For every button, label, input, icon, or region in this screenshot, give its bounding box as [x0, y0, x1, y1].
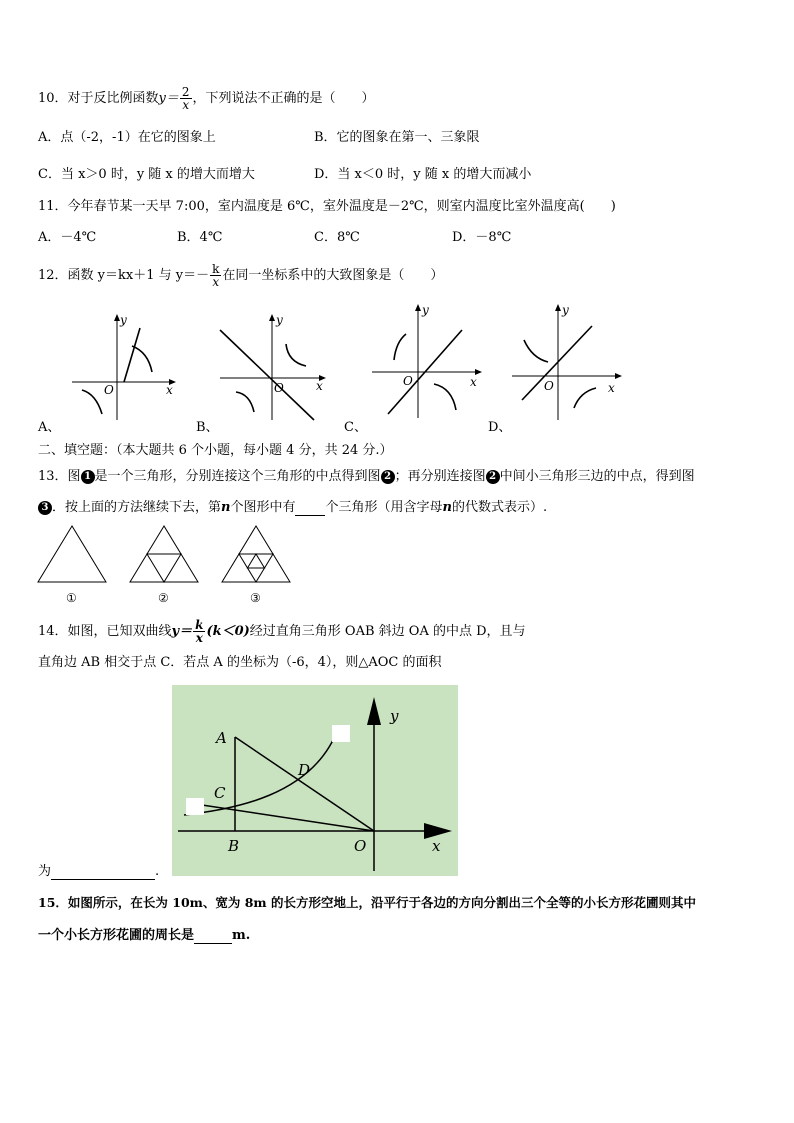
- q15-line-1: 15．如图所示，在长为 10m、宽为 8m 的长方形空地上，沿平行于各边的方向分割出三个全等的小长方形花圃则其中: [38, 895, 696, 910]
- q14-line-1: [38, 619, 526, 644]
- q14-line-2: 直角边 AB 相交于点 C．若点 A 的坐标为（-6，4），则△AOC 的面积: [38, 655, 442, 670]
- q10-option-d: D．当 x＜0 时，y 随 x 的增大而减小: [314, 167, 532, 182]
- q14-label-a: A: [216, 729, 227, 747]
- q14-frac-den: x: [195, 631, 203, 645]
- q13-circle-3: 3: [38, 501, 52, 515]
- q10-tail: ，下列说法不正确的是（ ）: [192, 91, 375, 106]
- q12-graph-b: [212, 308, 332, 426]
- q14-cond: (k＜0): [206, 624, 250, 639]
- q11-option-d: D．－8℃: [452, 230, 512, 245]
- q13-circle-1: 1: [81, 470, 95, 484]
- q14-answer-blank[interactable]: [51, 865, 155, 880]
- q12-c-x-label: x: [470, 375, 477, 389]
- q10-option-c: C．当 x＞0 时，y 随 x 的增大而增大: [38, 167, 255, 182]
- q12-label-c: C、: [344, 420, 367, 435]
- q14-white-box-2: [186, 798, 204, 815]
- q15-l2a: 一个小长方形花圃的周长是: [38, 928, 195, 943]
- q12-stem: [38, 263, 443, 288]
- q13-circle-2: 2: [381, 470, 395, 484]
- q14-line-3: [38, 864, 159, 880]
- q13-line-1: [38, 469, 695, 485]
- q10-y-eq: y＝: [158, 91, 179, 106]
- q12-tail: 在同一坐标系中的大致图象是（ ）: [222, 268, 444, 283]
- q11-option-a: A．－4℃: [38, 230, 97, 245]
- q10-option-b: B．它的图象在第一、三象限: [314, 130, 480, 145]
- q11-option-b: B．4℃: [177, 230, 223, 245]
- q10-option-a: A．点（-2，-1）在它的图象上: [38, 130, 216, 145]
- q15-line-2: [38, 928, 250, 944]
- q10-frac-den: x: [182, 98, 190, 112]
- q12-c-origin: O: [403, 374, 413, 388]
- q10-frac-num: 2: [181, 85, 190, 99]
- q12-graph-a: [62, 308, 182, 426]
- q13-l2a: ．按上面的方法继续下去，第: [52, 500, 222, 515]
- q14-label-o: O: [354, 837, 367, 855]
- q13-l1d: 中间小三角形三边的中点，得到图: [499, 469, 695, 484]
- q12-b-y-label: y: [276, 313, 283, 327]
- q15-answer-blank[interactable]: [194, 929, 232, 944]
- q12-b-x-label: x: [316, 379, 323, 393]
- q12-d-x-label: x: [608, 381, 615, 395]
- q13-l2d: 的代数式表示）.: [451, 500, 548, 515]
- q14-label-b: B: [228, 837, 240, 855]
- q14-l3-end: .: [155, 864, 160, 879]
- q14-frac-num: k: [195, 618, 204, 632]
- q12-graph-d: [508, 300, 628, 426]
- q13-figures: [30, 524, 310, 606]
- q14-figure-bg: [172, 685, 458, 876]
- section-2-title: 二、填空题：（本大题共 6 个小题，每小题 4 分，共 24 分.）: [38, 443, 393, 458]
- q13-n-2: n: [442, 500, 452, 515]
- q12-label-d: D、: [488, 420, 512, 435]
- q12-lead: 12．函数 y＝kx＋1 与 y＝－: [38, 268, 210, 283]
- q14-label-y: y: [390, 707, 399, 725]
- q10-stem: [38, 86, 375, 111]
- q14-l1b: 经过直角三角形 OAB 斜边 OA 的中点 D，且与: [249, 624, 526, 639]
- q13-fig-label-2: ②: [158, 591, 169, 605]
- q14-white-box-1: [332, 725, 350, 742]
- q12-c-y-label: y: [422, 303, 429, 317]
- q12-graph-c: [366, 300, 488, 426]
- q12-a-y-label: y: [120, 313, 127, 327]
- q13-n: n: [221, 500, 231, 515]
- q14-l1a: 14．如图，已知双曲线: [38, 624, 172, 639]
- q12-fraction: [210, 263, 221, 288]
- q12-d-y-label: y: [562, 303, 569, 317]
- q13-l1b: 是一个三角形，分别连接这个三角形的中点得到图: [94, 469, 381, 484]
- q12-d-origin: O: [544, 379, 554, 393]
- q12-frac-num: k: [212, 262, 220, 276]
- q12-frac-den: x: [212, 275, 220, 289]
- q12-a-x-label: x: [166, 383, 173, 397]
- q14-label-d: D: [298, 761, 311, 779]
- q14-y-eq: y＝: [171, 624, 193, 639]
- q14-l3: 为: [38, 864, 52, 879]
- q13-l2c: 个三角形（用含字母: [325, 500, 443, 515]
- q13-l1c: ；再分别连接图: [394, 469, 486, 484]
- q14-label-c: C: [214, 784, 226, 802]
- q13-fig-label-3: ③: [250, 591, 261, 605]
- q13-circle-2b: 2: [486, 470, 500, 484]
- q13-fig-label-1: ①: [66, 591, 77, 605]
- q15-l2b: m.: [232, 928, 251, 943]
- q14-label-x: x: [432, 837, 441, 855]
- q12-b-origin: O: [274, 381, 284, 395]
- q13-line-2: [38, 500, 547, 516]
- q10-fraction: [180, 86, 192, 111]
- q11-stem: 11．今年春节某一天早 7:00，室内温度是 6℃，室外温度是－2℃，则室内温度比室外温度高( ): [38, 199, 616, 214]
- q13-answer-blank[interactable]: [295, 501, 325, 516]
- q14-figure: [172, 685, 458, 876]
- q11-option-c: C．8℃: [314, 230, 360, 245]
- q13-l2b: 个图形中有: [230, 500, 296, 515]
- q12-a-origin: O: [104, 383, 114, 397]
- q13-l1a: 13．图: [38, 469, 81, 484]
- q14-fraction: [193, 619, 205, 644]
- q12-label-b: B、: [196, 420, 219, 435]
- q10-lead: 10．对于反比例函数: [38, 91, 159, 106]
- q12-label-a: A、: [38, 420, 61, 435]
